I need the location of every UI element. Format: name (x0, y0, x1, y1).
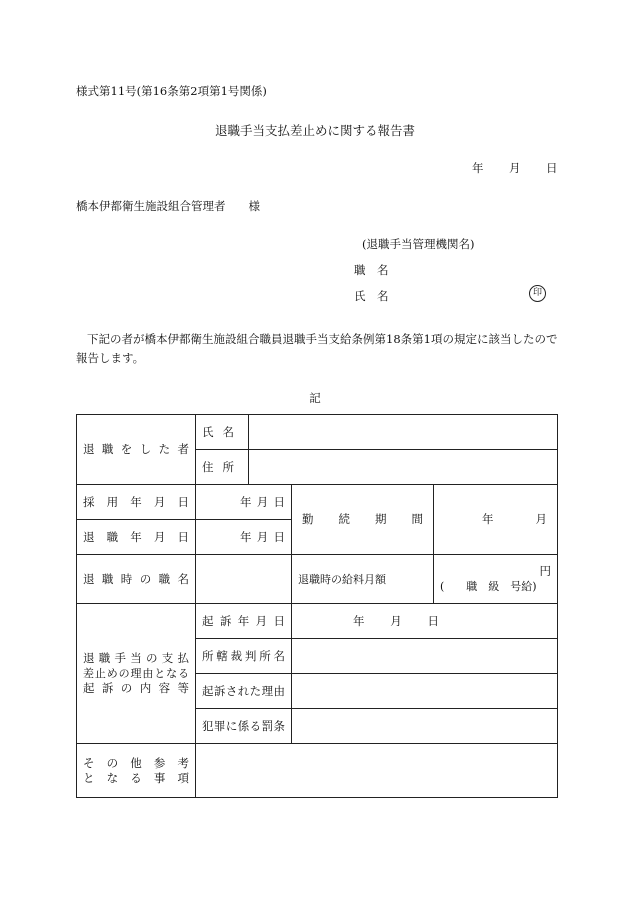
indict-reason-label: 起訴された理由 (202, 683, 285, 698)
indict-reason-value-cell[interactable] (292, 674, 558, 709)
table-row (77, 415, 558, 450)
retire-date-value-cell[interactable] (196, 520, 292, 555)
reason-label-line-3: 起訴の内容等 (83, 681, 189, 695)
date-year: 年 (472, 161, 484, 175)
retire-date-label-cell (77, 520, 196, 555)
other-label-cell (77, 744, 196, 798)
position-label-cell (77, 555, 196, 604)
hire-date-label: 採用年月日 (83, 494, 189, 509)
penal-value-cell[interactable] (292, 709, 558, 744)
reason-label-cell (77, 604, 196, 744)
indict-reason-label-cell (196, 674, 292, 709)
position-label: 退職時の職名 (83, 571, 189, 586)
hire-date-label-cell (77, 485, 196, 520)
sender-position-label: 職 名 (354, 263, 389, 277)
name-value-cell[interactable] (249, 415, 558, 450)
other-value-cell[interactable] (196, 744, 558, 798)
court-label-cell (196, 639, 292, 674)
name-label-cell (196, 415, 249, 450)
other-label-line-2: となる事項 (83, 770, 189, 785)
document-title: 退職手当支払差止めに関する報告書 (214, 123, 415, 138)
other-label-line-1: その他参考 (83, 755, 189, 770)
penal-label-cell (196, 709, 292, 744)
address-value-cell[interactable] (249, 450, 558, 485)
salary-value-cell[interactable] (434, 555, 558, 604)
date-month: 月 (509, 161, 521, 175)
penal-label: 犯罪に係る罰条 (202, 718, 285, 733)
salary-label-cell (292, 555, 434, 604)
seal-mark: 印 (529, 285, 546, 302)
court-label: 所轄裁判所名 (202, 648, 285, 663)
indict-date-month: 月 (390, 613, 402, 628)
retire-date-day: 日 (273, 529, 285, 544)
retire-date-year: 年 (240, 529, 252, 544)
service-period-value-cell[interactable] (434, 485, 558, 555)
table-row (77, 555, 558, 604)
hire-date-day: 日 (273, 494, 285, 509)
hire-date-month: 月 (256, 494, 269, 509)
sender-name-label: 氏 名 (354, 289, 389, 303)
hire-date-value-cell[interactable] (196, 485, 292, 520)
reason-label-line-2: 差止めの理由となる (83, 667, 189, 680)
service-period-label: 勤続期間 (302, 512, 423, 526)
indict-date-year: 年 (353, 613, 365, 628)
sender-org-label: (退職手当管理機関名) (362, 237, 475, 251)
table-row (77, 485, 558, 520)
salary-yen: 円 (539, 564, 551, 578)
retiree-label: 退職をした者 (83, 442, 189, 456)
retire-date-month: 月 (256, 529, 269, 544)
ki-heading: 記 (309, 391, 321, 405)
reason-label-line-1: 退職手当の支払 (83, 651, 189, 665)
table-row (77, 744, 558, 798)
indict-date-day: 日 (427, 613, 439, 628)
service-period-label-cell (292, 485, 434, 555)
position-value-cell[interactable] (196, 555, 292, 604)
addressee: 橋本伊都衛生施設組合管理者 様 (76, 199, 260, 213)
name-label: 氏名 (202, 424, 234, 439)
report-table (76, 414, 558, 798)
date-day: 日 (546, 161, 558, 175)
retire-date-label: 退職年月日 (83, 529, 189, 544)
form-number: 様式第11号(第16条第2項第1号関係) (76, 84, 267, 98)
court-value-cell[interactable] (292, 639, 558, 674)
report-statement: 下記の者が橋本伊都衛生施設組合職員退職手当支給条例第18条第1項の規定に該当したので報告します。 (76, 332, 558, 365)
indict-date-label: 起訴年月日 (202, 613, 285, 628)
service-year: 年 (482, 512, 494, 526)
address-label: 住所 (202, 459, 234, 474)
indict-date-label-cell (196, 604, 292, 639)
indict-date-value-cell[interactable] (292, 604, 558, 639)
service-month: 月 (535, 512, 547, 526)
salary-grade: ( 職 級 号給) (440, 580, 537, 593)
report-date (472, 160, 558, 176)
retiree-label-cell (77, 415, 196, 485)
table-row (77, 604, 558, 639)
salary-label: 退職時の給料月額 (298, 572, 386, 586)
address-label-cell (196, 450, 249, 485)
hire-date-year: 年 (240, 494, 252, 509)
